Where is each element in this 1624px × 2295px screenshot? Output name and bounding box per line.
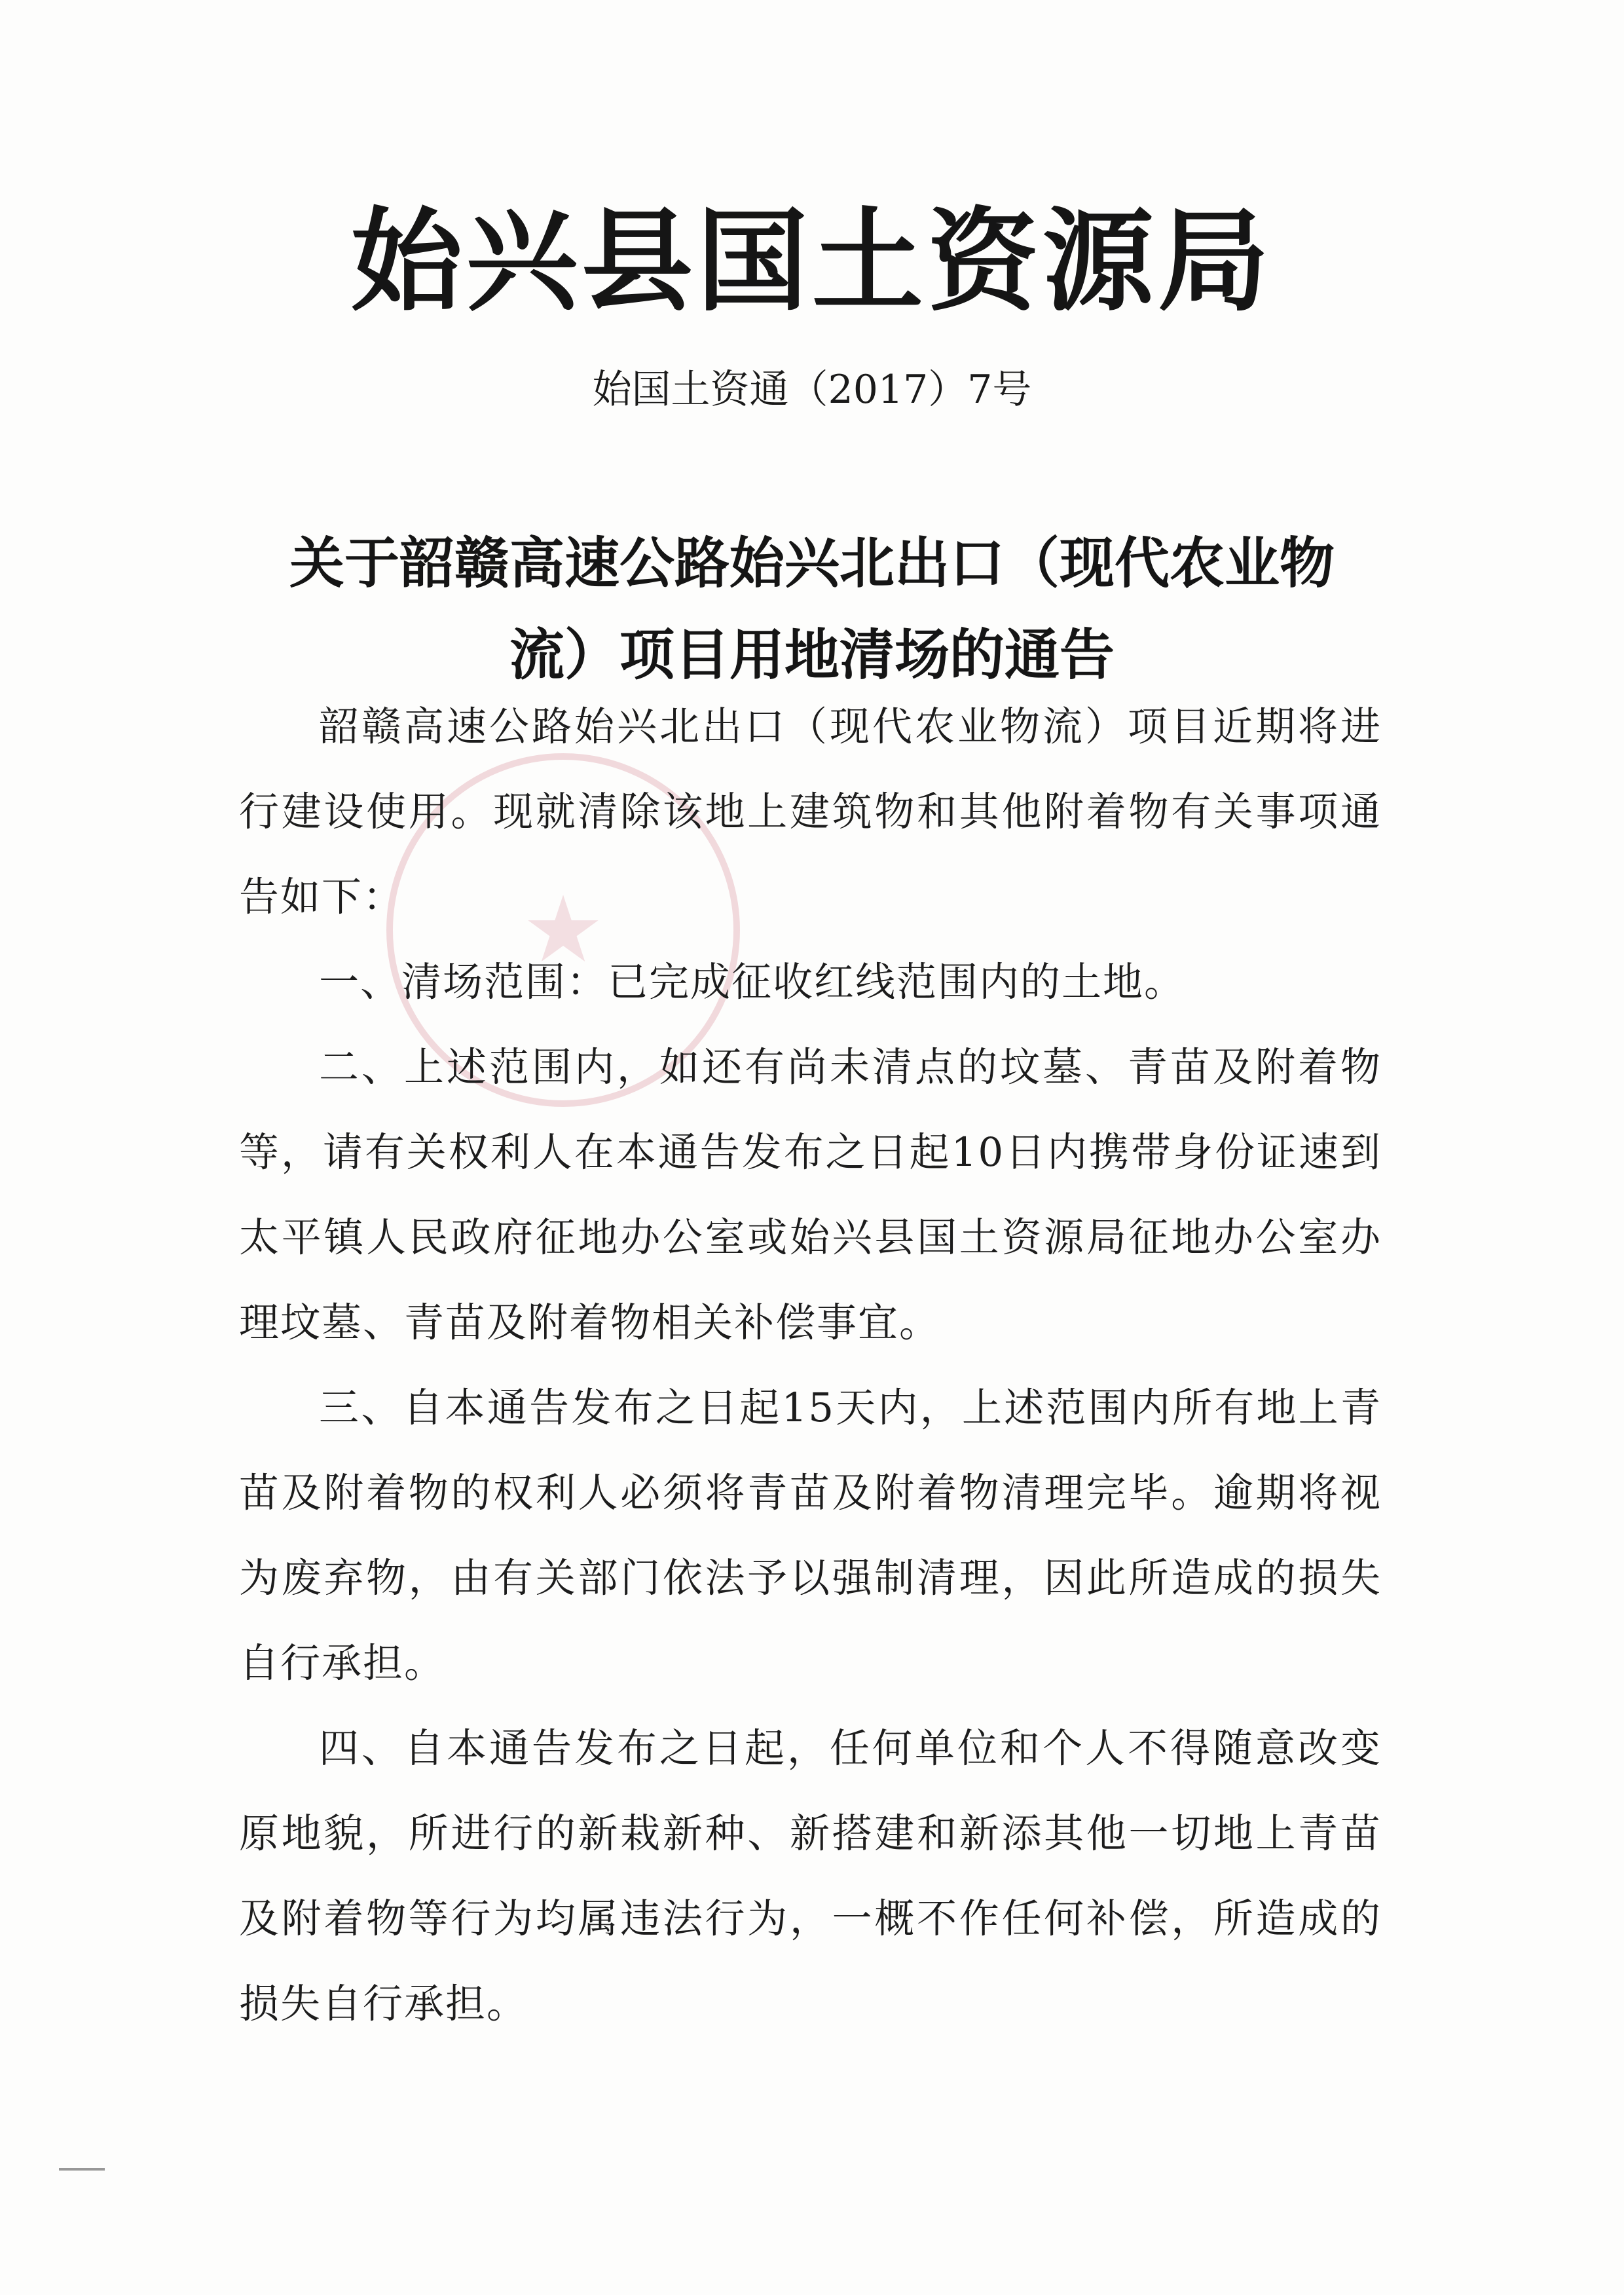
document-number: 始国土资通（2017）7号 <box>592 367 1032 413</box>
notice-title-line-1: 关于韶赣高速公路始兴北出口（现代农业物 <box>289 531 1335 595</box>
clause-1-paragraph: 一、清场范围：已完成征收红线范围内的土地。 <box>319 959 1186 1005</box>
notice-title <box>236 517 1388 701</box>
notice-body <box>239 684 1382 2047</box>
clause-4-paragraph: 四、自本通告发布之日起，任何单位和个人不得随意改变原地貌，所进行的新栽新种、新搭建和新添其他一切地上青苗及附着物等行为均属违法行为，一概不作任何补偿，所造成的损失自行承担。 <box>239 1725 1382 2027</box>
seal-star-icon: ★ <box>522 876 604 984</box>
notice-title-line-2: 流）项目用地清场的通告 <box>509 623 1115 687</box>
organization-title: 始兴县国土资源局 <box>350 197 1273 327</box>
scan-speck <box>59 2168 105 2171</box>
clause-3-paragraph: 三、自本通告发布之日起15天内，上述范围内所有地上青苗及附着物的权利人必须将青苗及附着物清理完毕。逾期将视为废弃物，由有关部门依法予以强制清理，因此所造成的损失自行承担。 <box>239 1385 1382 1687</box>
intro-paragraph: 韶赣高速公路始兴北出口（现代农业物流）项目近期将进行建设使用。现就清除该地上建筑物和其他附着物有关事项通告如下： <box>239 703 1382 920</box>
clause-2-paragraph: 二、上述范围内，如还有尚未清点的坟墓、青苗及附着物等，请有关权利人在本通告发布之日起10日内携带身份证速到太平镇人民政府征地办公室或始兴县国土资源局征地办公室办理坟墓、青苗及附着物相关补偿事宜。 <box>239 1044 1382 1346</box>
